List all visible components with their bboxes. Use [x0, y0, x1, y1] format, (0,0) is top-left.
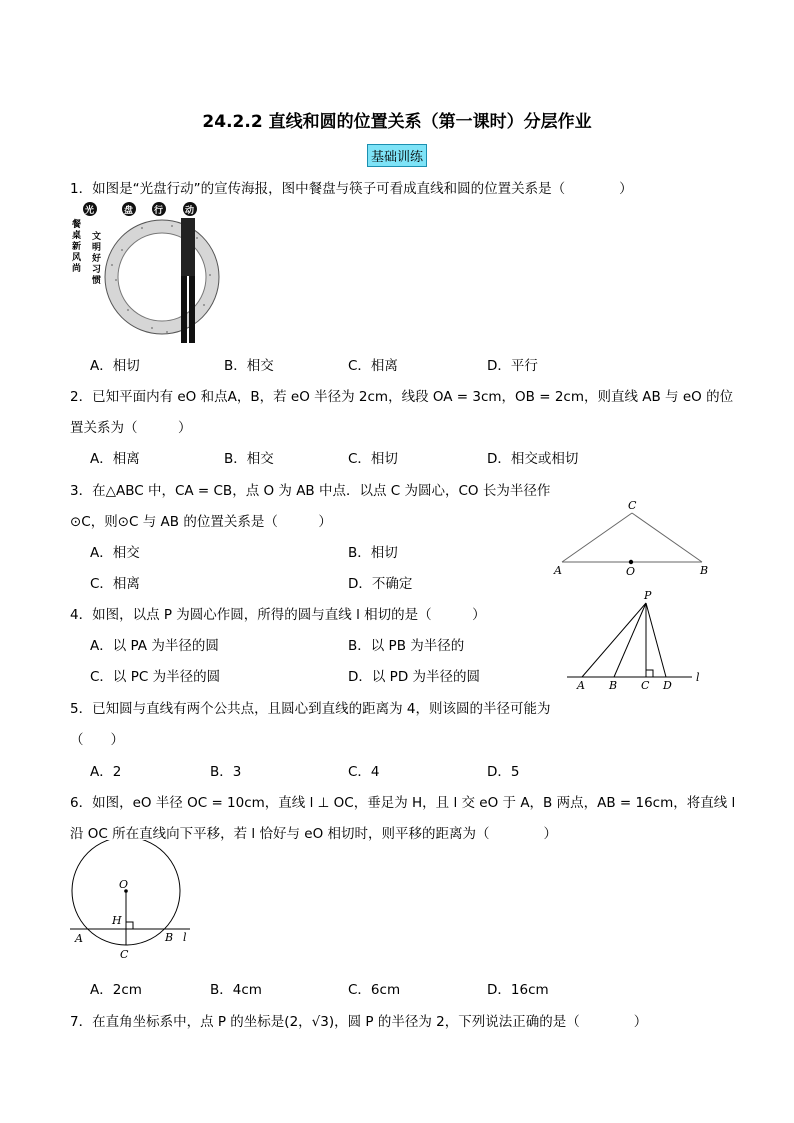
q5-option-a[interactable]: A．2	[90, 764, 122, 780]
q6-option-b[interactable]: B．4cm	[210, 982, 262, 998]
q3-option-d[interactable]: D．不确定	[348, 576, 413, 592]
question-2-line-1: 2．已知平面内有 eO 和点A，B，若 eO 半径为 2cm，线段 OA = 3cm，OB = 2cm，则直线 AB 与 eO 的位	[70, 389, 734, 405]
q3-option-c[interactable]: C．相离	[90, 576, 140, 592]
q5-option-b[interactable]: B．3	[210, 764, 242, 780]
poster-char-1: 光	[85, 206, 95, 216]
q4-option-d[interactable]: D．以 PD 为半径的圆	[348, 669, 481, 685]
q4-lines-figure	[562, 589, 712, 693]
q1-option-b[interactable]: B．相交	[224, 358, 274, 374]
poster-char-3: 行	[154, 206, 164, 216]
circle-chord-diagram	[70, 840, 200, 970]
q2-option-b[interactable]: B．相交	[224, 451, 274, 467]
question-1-text: 1．如图是“光盘行动”的宣传海报，图中餐盘与筷子可看成直线和圆的位置关系是（ ）	[70, 181, 633, 197]
q6-label-b: B	[165, 931, 174, 944]
q4-label-b: B	[609, 679, 618, 692]
poster-char-4: 动	[185, 206, 195, 216]
poster-slogan-1: 餐桌新风尚	[72, 220, 82, 274]
q3-option-a[interactable]: A．相交	[90, 545, 140, 561]
q2-option-c[interactable]: C．相切	[348, 451, 398, 467]
q4-option-a[interactable]: A．以 PA 为半径的圆	[90, 638, 219, 654]
question-3-line-1: 3．在△ABC 中，CA = CB，点 O 为 AB 中点．以点 C 为圆心，CO 长为半径作	[70, 483, 551, 499]
q5-option-d[interactable]: D．5	[487, 764, 520, 780]
q6-label-o: O	[119, 878, 129, 891]
q3-label-b: B	[700, 564, 709, 577]
q1-poster-figure	[72, 200, 232, 345]
q3-label-a: A	[554, 564, 562, 577]
q1-option-d[interactable]: D．平行	[487, 358, 538, 374]
question-6-line-2: 沿 OC 所在直线向下平移，若 l 恰好与 eO 相切时，则平移的距离为（ ）	[70, 826, 557, 842]
q3-label-o: O	[626, 565, 636, 578]
question-7-line-1: 7．在直角坐标系中，点 P 的坐标是(2，√3)，圆 P 的半径为 2，下列说法正确的是（ ）	[70, 1014, 648, 1030]
question-4-line-1: 4．如图，以点 P 为圆心作圆，所得的圆与直线 l 相切的是（ ）	[70, 607, 486, 623]
q6-label-l: l	[183, 931, 187, 944]
q6-label-h: H	[112, 914, 122, 927]
q2-option-a[interactable]: A．相离	[90, 451, 140, 467]
question-2-line-2: 置关系为（ ）	[70, 420, 192, 436]
q4-option-c[interactable]: C．以 PC 为半径的圆	[90, 669, 221, 685]
question-3-line-2: ⊙C，则⊙C 与 AB 的位置关系是（ ）	[70, 514, 332, 530]
q6-circle-figure	[70, 840, 200, 970]
question-5-line-1: 5．已知圆与直线有两个公共点，且圆心到直线的距离为 4，则该圆的半径可能为	[70, 701, 551, 717]
q4-label-p: P	[644, 589, 652, 602]
question-6-line-1: 6．如图，eO 半径 OC = 10cm，直线 l ⊥ OC，垂足为 H，且 l 交 eO 于 A，B 两点，AB = 16cm，将直线 l	[70, 795, 736, 811]
q3-option-b[interactable]: B．相切	[348, 545, 398, 561]
page-title: 24.2.2 直线和圆的位置关系（第一课时）分层作业	[202, 112, 592, 132]
q6-label-a: A	[75, 932, 83, 945]
q4-label-a: A	[577, 679, 585, 692]
q1-option-c[interactable]: C．相离	[348, 358, 398, 374]
q4-label-d: D	[663, 679, 672, 692]
q4-option-b[interactable]: B．以 PB 为半径的	[348, 638, 465, 654]
section-badge: 基础训练	[367, 144, 427, 167]
q3-label-c: C	[628, 499, 637, 512]
q4-label-c: C	[641, 679, 650, 692]
q1-option-a[interactable]: A．相切	[90, 358, 140, 374]
q2-option-d[interactable]: D．相交或相切	[487, 451, 579, 467]
q6-option-c[interactable]: C．6cm	[348, 982, 401, 998]
question-5-line-2: （ ）	[70, 732, 124, 748]
q3-triangle-figure	[550, 498, 715, 580]
q5-option-c[interactable]: C．4	[348, 764, 380, 780]
poster-char-2: 盘	[124, 206, 134, 216]
q6-option-d[interactable]: D．16cm	[487, 982, 549, 998]
poster-slogan-2: 文明好习惯	[92, 232, 102, 286]
q4-label-l: l	[696, 671, 700, 684]
q6-option-a[interactable]: A．2cm	[90, 982, 142, 998]
q6-label-c: C	[120, 948, 129, 961]
